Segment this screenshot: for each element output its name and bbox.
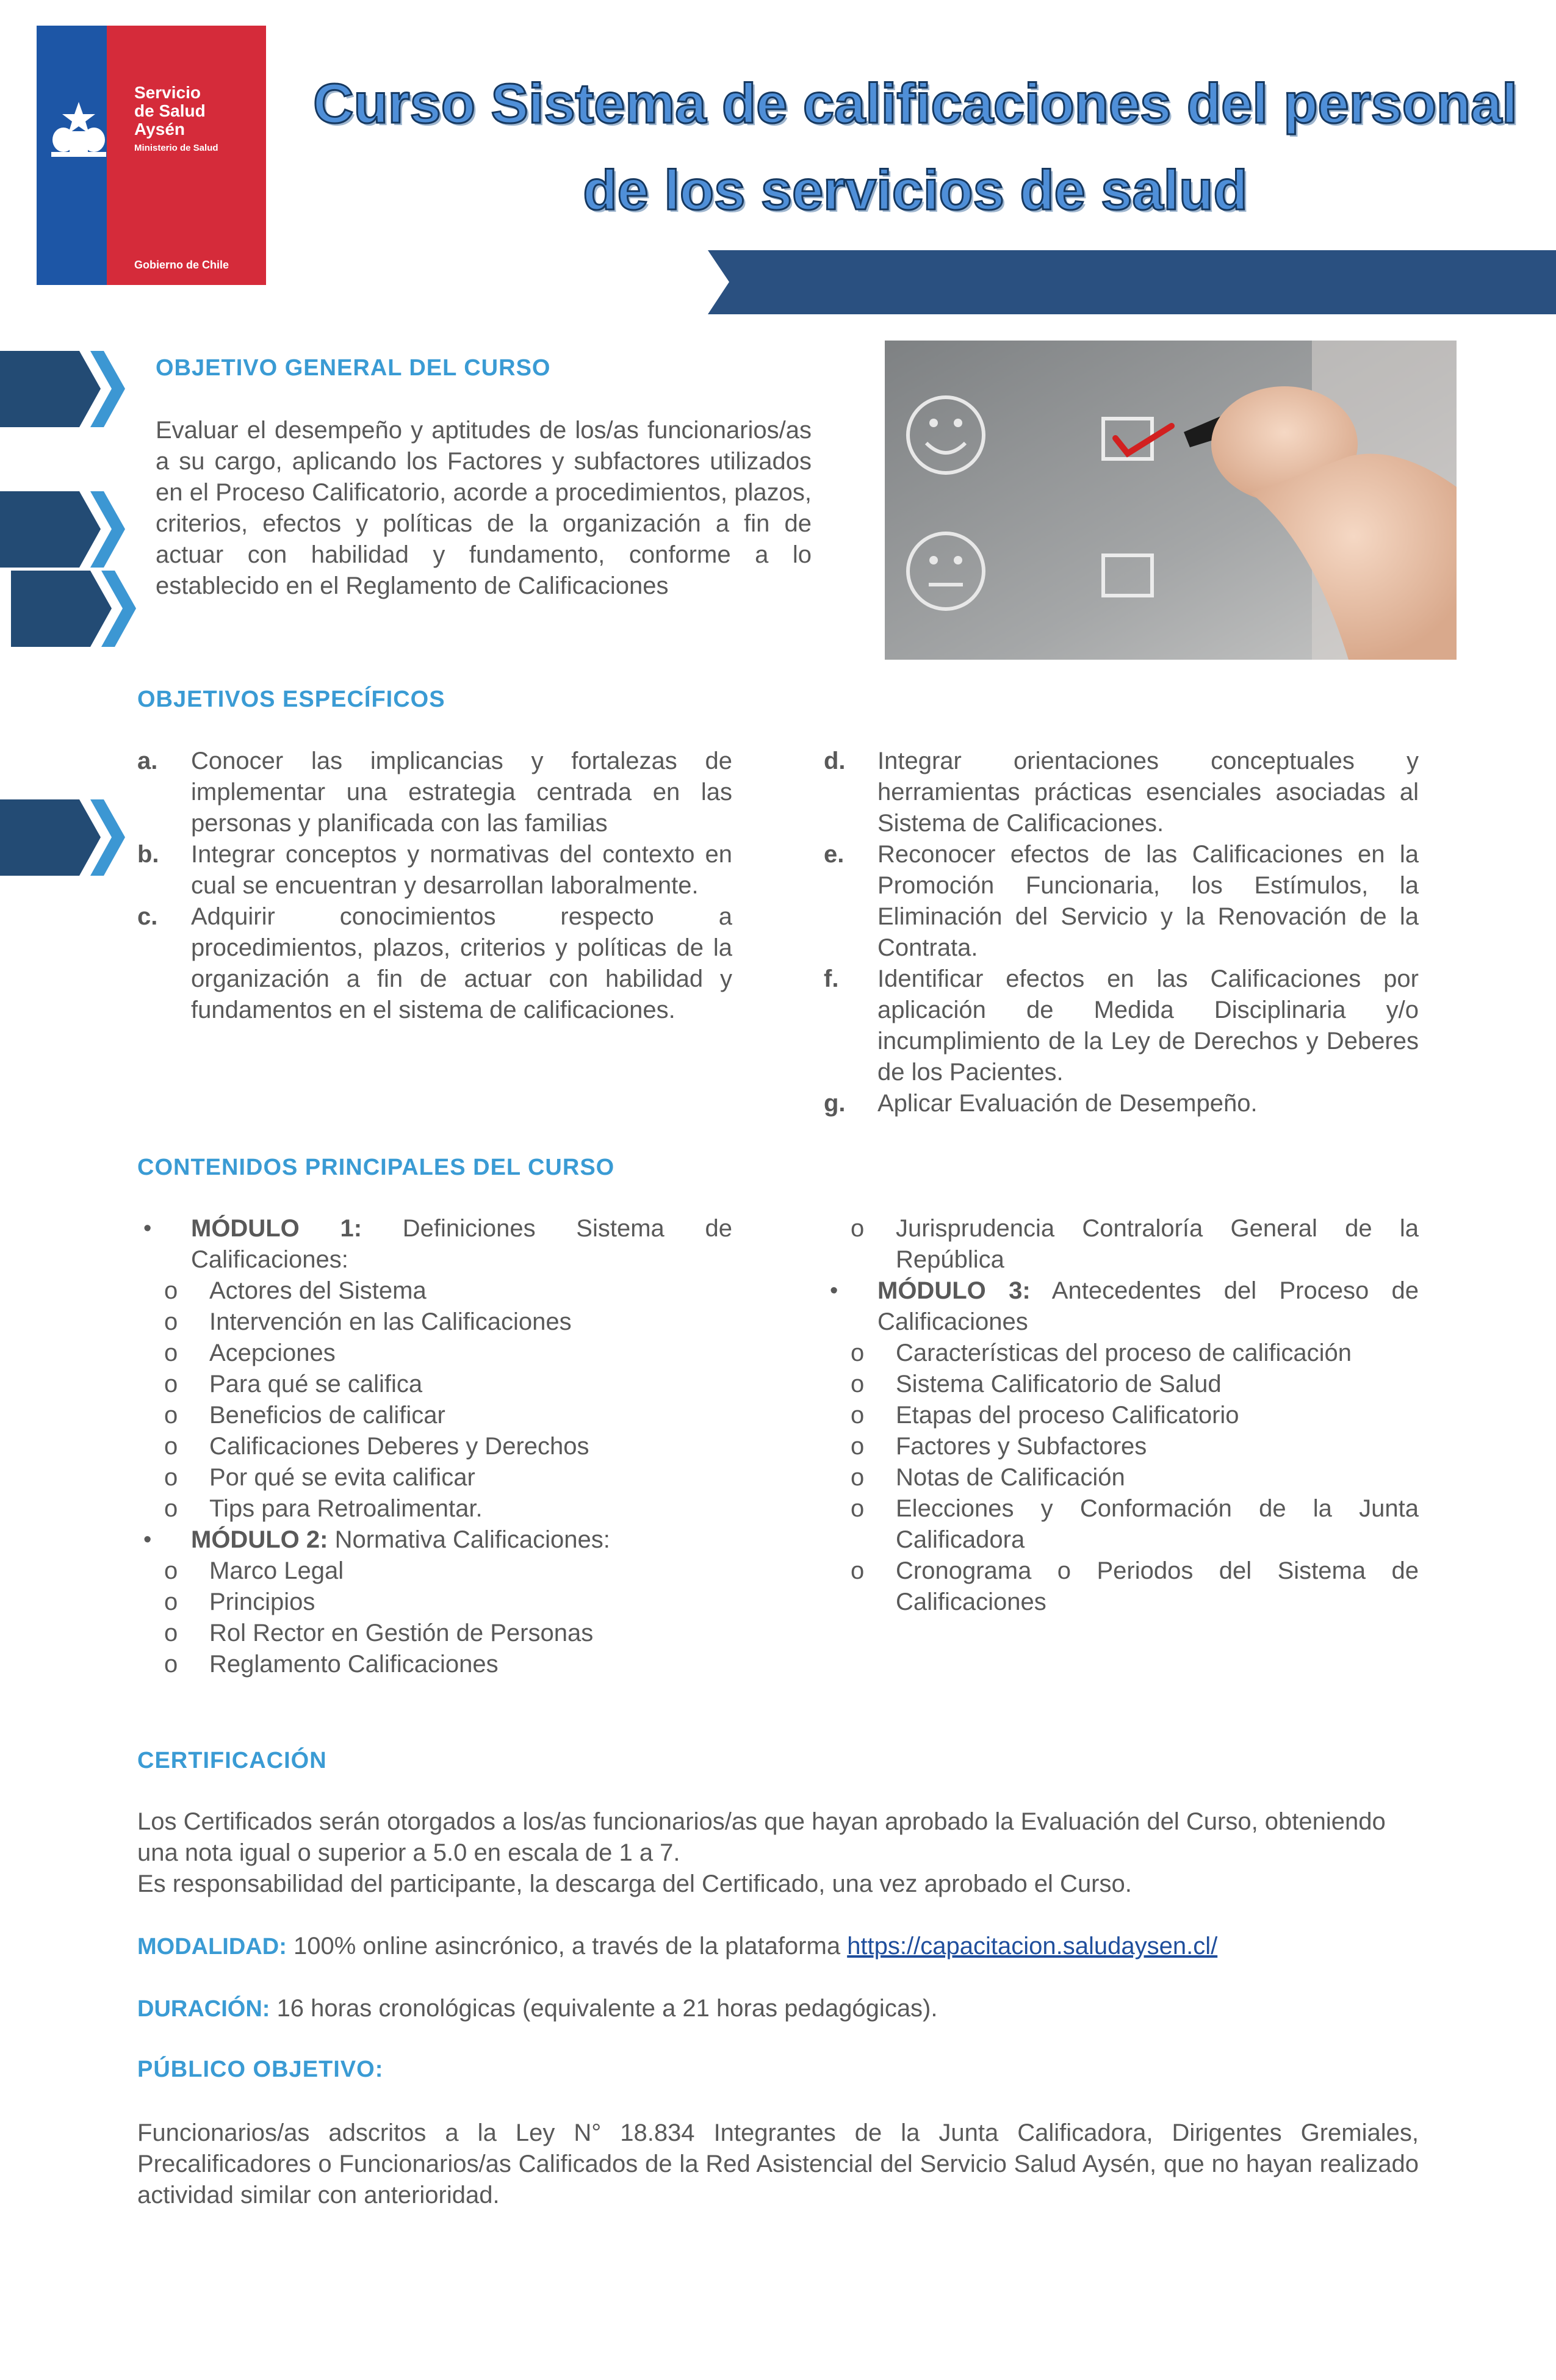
objective-text: Identificar efectos en las Calificaciones por aplicación de Medida Disciplinaria y/o incumplimiento de la Ley de Derechos y Deberes de los Pacientes. [877,965,1419,1086]
objective-letter: d. [824,748,846,774]
sub-bullet-icon: o [164,1620,178,1646]
specific-objectives-heading: OBJETIVOS ESPECÍFICOS [137,687,445,712]
specific-objectives-left-column [137,746,732,1026]
module-1-title: Definiciones Sistema de Calificaciones [191,1215,732,1273]
module-2-item [137,1524,732,1556]
module-2-label: MÓDULO 2: [191,1526,328,1553]
objective-item-f [824,964,1419,1088]
sub-bullet-icon: o [164,1402,178,1429]
module-1-topic: Intervención en las Calificaciones [209,1308,572,1335]
module-1-suffix: : [341,1246,348,1273]
header-banner [708,250,1556,314]
list-item [824,1400,1419,1431]
sub-bullet-icon: o [164,1371,178,1397]
list-item [824,1213,1419,1275]
list-item [824,1369,1419,1400]
objective-letter: c. [137,903,158,930]
module-3-topic: Etapas del proceso Calificatorio [896,1402,1239,1429]
list-item [824,1493,1419,1556]
module-3-title: Antecedentes del Proceso de Calificaciones [877,1277,1419,1335]
coat-of-arms-icon [45,96,112,163]
objective-letter: a. [137,748,158,774]
module-1-topic: Tips para Retroalimentar. [209,1495,483,1522]
sub-bullet-icon: o [851,1495,865,1522]
objective-text: Conocer las implicancias y fortalezas de implementar una estrategia centrada en las personas y planificada con las familias [191,748,732,837]
sub-bullet-icon: o [164,1308,178,1335]
objective-item-a [137,746,732,839]
platform-link[interactable]: https://capacitacion.saludaysen.cl/ [847,1933,1218,1960]
module-3-topic: Cronograma o Periodos del Sistema de Calificaciones [896,1557,1419,1615]
module-3-item [824,1275,1419,1338]
sub-bullet-icon: o [851,1402,865,1429]
chevron-decoration-3 [11,571,139,647]
objective-text: Reconocer efectos de las Calificaciones en la Promoción Funcionaria, los Estímulos, la Eliminación del Servicio y la Renovación de la Contrata. [877,841,1419,961]
sub-bullet-icon: o [851,1371,865,1397]
objective-text: Integrar orientaciones conceptuales y herramientas prácticas esenciales asociadas al Sistema de Calificaciones. [877,748,1419,837]
page-title-line-2: de los servicios de salud [583,159,1248,222]
module-3-topic: Sistema Calificatorio de Salud [896,1371,1222,1397]
list-item [137,1369,732,1400]
bullet-icon: • [830,1278,838,1304]
module-1-topic: Para qué se califica [209,1371,423,1397]
duration-text: 16 horas cronológicas (equivalente a 21 horas pedagógicas). [276,1995,938,2022]
sub-bullet-icon: o [164,1495,178,1522]
module-1-topic: Beneficios de calificar [209,1402,445,1429]
list-item [137,1462,732,1493]
module-3-topic: Factores y Subfactores [896,1433,1147,1460]
module-1-label: MÓDULO 1: [191,1215,362,1242]
general-objective-text: Evaluar el desempeño y aptitudes de los/as funcionarios/as a su cargo, aplicando los Factores y subfactores utilizados en el Proceso Calificatorio, acorde a procedimientos, plazos, criterios, efectos y políticas de la organización a fin de actuar con habilidad y fundamento, conforme a lo establecido en el Reglamento de Calificaciones [156,417,812,599]
module-1-topic: Actores del Sistema [209,1277,427,1304]
sub-bullet-icon: o [851,1433,865,1460]
list-item [824,1338,1419,1369]
sub-bullet-icon: o [851,1464,865,1491]
logo-ministry: Ministerio de Salud [134,143,218,153]
list-item [137,1649,732,1680]
list-item [137,1275,732,1307]
logo-line-1: Servicio [134,83,201,102]
duration-line [137,1993,1419,2025]
logo-line-3: Aysén [134,120,185,139]
sub-bullet-icon: o [164,1588,178,1615]
module-2-title: Normativa Calificaciones: [334,1526,610,1553]
duration-label: DURACIÓN: [137,1996,270,2022]
specific-objectives-right-column [824,746,1419,1119]
module-3-topic: Elecciones y Conformación de la Junta Calificadora [896,1495,1419,1553]
certification-text [137,1806,1419,1900]
bullet-icon: • [143,1527,152,1552]
list-item [824,1556,1419,1618]
module-2-topic: Marco Legal [209,1557,344,1584]
list-item [137,1338,732,1369]
certification-heading: CERTIFICACIÓN [137,1748,327,1773]
objective-text: Adquirir conocimientos respecto a procedimientos, plazos, criterios y políticas de la organización a fin de actuar con habilidad y fundamentos en el sistema de calificaciones. [191,903,732,1023]
sub-bullet-icon: o [164,1557,178,1584]
list-item [137,1493,732,1524]
chevron-decoration-2 [0,491,128,568]
module-1-topic: Por qué se evita calificar [209,1464,475,1491]
objective-text: Aplicar Evaluación de Desempeño. [877,1090,1258,1117]
audience-heading: PÚBLICO OBJETIVO: [137,2057,384,2082]
objective-letter: f. [824,965,839,992]
logo-line-2: de Salud [134,101,206,120]
servicio-salud-aysen-logo [37,26,266,285]
contents-heading: CONTENIDOS PRINCIPALES DEL CURSO [137,1155,615,1180]
chevron-decoration-4 [0,799,128,876]
certification-line-2: Es responsabilidad del participante, la descarga del Certificado, una vez aprobado el Curso. [137,1870,1132,1897]
contents-right-column [824,1213,1419,1618]
sub-bullet-icon: o [851,1215,865,1242]
module-2-topic: Principios [209,1588,315,1615]
module-2-topic: Reglamento Calificaciones [209,1651,499,1678]
chevron-decoration-1 [0,351,128,427]
sub-bullet-icon: o [851,1557,865,1584]
objective-item-d [824,746,1419,839]
page-title-line-1: Curso Sistema de calificaciones del personal [313,73,1518,135]
general-objective-heading: OBJETIVO GENERAL DEL CURSO [156,355,551,381]
objective-item-c [137,901,732,1026]
logo-government: Gobierno de Chile [134,259,229,271]
module-1-item [137,1213,732,1275]
sub-bullet-icon: o [164,1464,178,1491]
objective-item-g [824,1088,1419,1119]
objective-item-e [824,839,1419,964]
module-3-label: MÓDULO 3: [877,1277,1031,1304]
sub-bullet-icon: o [164,1340,178,1366]
modality-text: 100% online asincrónico, a través de la plataforma [293,1933,841,1960]
list-item [137,1556,732,1587]
contents-left-column [137,1213,732,1680]
list-item [824,1462,1419,1493]
objective-item-b [137,839,732,901]
objective-letter: e. [824,841,845,868]
list-item [824,1431,1419,1462]
module-1-topic: Acepciones [209,1340,336,1366]
list-item [137,1400,732,1431]
sub-bullet-icon: o [164,1433,178,1460]
certification-line-1: Los Certificados serán otorgados a los/as funcionarios/as que hayan aprobado la Evaluación del Curso, obteniendo una nota igual o superior a 5.0 en escala de 1 a 7. [137,1808,1386,1866]
module-2-topic: Jurisprudencia Contraloría General de la República [896,1215,1419,1273]
module-1-topic: Calificaciones Deberes y Derechos [209,1433,589,1460]
modality-line [137,1931,1419,1963]
sub-bullet-icon: o [164,1277,178,1304]
evaluation-checkbox-photo [885,341,1457,660]
audience-text: Funcionarios/as adscritos a la Ley N° 18.834 Integrantes de la Junta Calificadora, Dirigentes Gremiales, Precalificadores o Funcionarios/as Calificados de la Red Asistencial del Servicio Salud Aysén, que no hayan realizado actividad similar con anterioridad. [137,2119,1419,2209]
modality-label: MODALIDAD: [137,1934,287,1960]
module-2-topic: Rol Rector en Gestión de Personas [209,1620,594,1646]
objective-letter: b. [137,841,159,868]
list-item [137,1618,732,1649]
list-item [137,1431,732,1462]
list-item [137,1307,732,1338]
sub-bullet-icon: o [164,1651,178,1678]
bullet-icon: • [143,1216,152,1241]
module-3-topic: Características del proceso de calificación [896,1340,1352,1366]
list-item [137,1587,732,1618]
objective-text: Integrar conceptos y normativas del contexto en cual se encuentran y desarrollan laboralmente. [191,841,732,899]
sub-bullet-icon: o [851,1340,865,1366]
module-3-topic: Notas de Calificación [896,1464,1125,1491]
objective-letter: g. [824,1090,846,1117]
